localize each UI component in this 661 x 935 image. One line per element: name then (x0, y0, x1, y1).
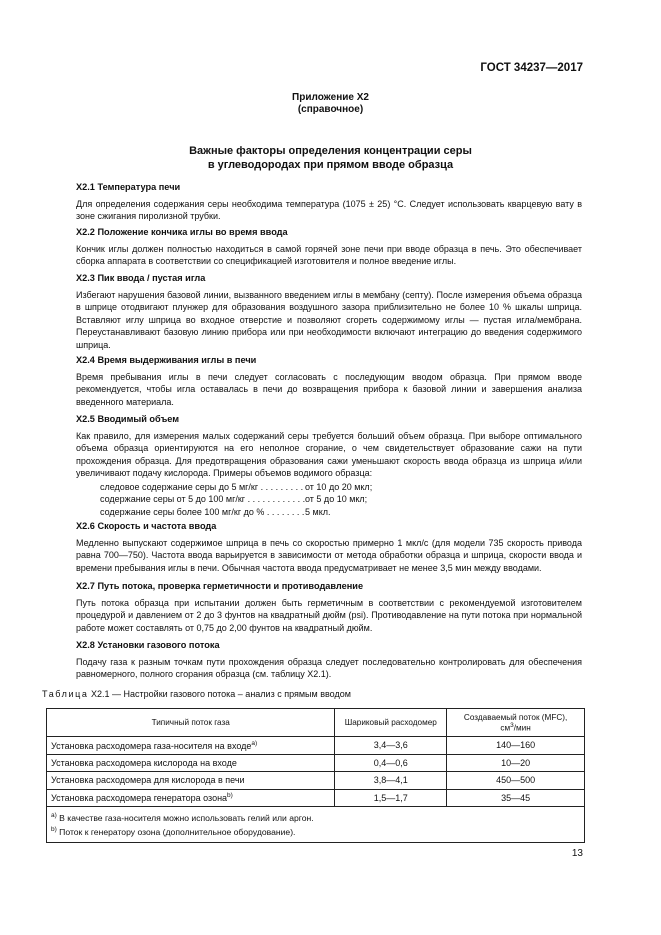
header-mfc-unit: см (500, 723, 511, 733)
row-gas-name (47, 754, 335, 772)
row-gas-name (47, 737, 335, 755)
row-gas-name (47, 789, 335, 807)
footnote-mark: а) (51, 812, 57, 819)
section-heading: Х2.4 Время выдерживания иглы в печи (76, 355, 257, 365)
row-flow-value: 35—45 (447, 789, 585, 807)
header-ball-flowmeter: Шариковый расходомер (335, 709, 447, 737)
volume-value: от 10 до 20 мкл; (305, 481, 373, 492)
section-heading: Х2.5 Вводимый объем (76, 414, 180, 424)
table-row (47, 789, 585, 807)
section-heading: Х2.8 Установки газового потока (76, 640, 220, 650)
section-text: Путь потока образца при испытании должен быть герметичным в соответствии с рекомендуемой изготовителем процедурой и давлением от 2 до 3 фунтов на квадратный дюйм (psi). Противодавление на пути потока при нормальной работе может составлять от 0,75 до 2,00 фунтов на квадратный дюйм. (76, 597, 582, 633)
footnote (51, 810, 580, 824)
section-heading: Х2.3 Пик ввода / пустая игла (76, 273, 206, 283)
footnote-text: Поток к генератору озона (дополнительное оборудование). (59, 826, 296, 837)
row-gas-label: Установка расходомера кислорода на входе (51, 757, 237, 768)
annex-title: Приложение Х2 (292, 92, 369, 103)
section-text: Для определения содержания серы необходима температура (1075 ± 25) °С. Следует использовать кварцевую вату в зоне сжигания пиролизной трубки. (76, 198, 582, 222)
main-title-line1: Важные факторы определения концентрации серы (189, 145, 472, 157)
section-text: Кончик иглы должен полностью находиться в самой горячей зоне печи при вводе образца в печь. Это обеспечивает сборка аппарата в соответствии со спецификацией изготовителя и полное введение иглы. (76, 243, 582, 267)
header-gas-flow: Типичный поток газа (47, 709, 335, 737)
section-text: Время пребывания иглы в печи следует согласовать с последующим вводом образца. При прямом вводе рекомендуется, чтобы игла оставалась в печи до возвращения прибора к базовой линии и завершения анализа введенного материала. (76, 371, 582, 407)
section-x2-8 (76, 639, 582, 681)
volume-label: содержание серы более 100 мг/кг до % . . . (100, 506, 305, 518)
volume-value: от 5 до 10 мкл; (305, 494, 368, 505)
row-flow-value: 140—160 (447, 737, 585, 755)
volume-label: содержание серы от 5 до 100 мг/кг . . . (100, 493, 305, 505)
row-footnote-mark: b) (227, 792, 233, 800)
volume-item (100, 506, 582, 518)
section-x2-7 (76, 580, 582, 634)
footnote (51, 824, 580, 838)
section-x2-1 (76, 181, 582, 223)
footnote-text: В качестве газа-носителя можно использовать гелий или аргон. (59, 812, 314, 823)
page-number: 13 (571, 848, 583, 859)
row-flow-value: 450—500 (447, 772, 585, 790)
table-caption-word: Таблица (42, 689, 89, 699)
header-mfc-line1: Создаваемый поток (MFC), (463, 712, 568, 722)
table-footnotes-row (47, 807, 585, 843)
table-header-row (47, 709, 585, 737)
section-x2-2 (76, 226, 582, 268)
section-text: Подачу газа к разным точкам пути прохождения образца следует последовательно контролировать для обеспечения равномерного, полного сгорания образца (см. таблицу Х2.1). (76, 656, 582, 680)
table-footnotes (47, 807, 585, 843)
section-heading: Х2.1 Температура печи (76, 182, 181, 192)
row-gas-label: Установка расходомера генератора озона (51, 793, 228, 804)
volume-item (100, 493, 582, 505)
row-ball-value: 1,5—1,7 (335, 789, 447, 807)
section-heading: Х2.2 Положение кончика иглы во время ввода (76, 227, 288, 237)
section-heading: Х2.7 Путь потока, проверка герметичности и противодавление (76, 581, 364, 591)
row-ball-value: 3,8—4,1 (335, 772, 447, 790)
section-text: Как правило, для измерения малых содержаний серы требуется больший объем образца. При выборе оптимального объема образца ориентируются на его неполное сгорание, о чем свидетельствует образование сажи на пути прохождения образца. Для предотвращения образования сажи уменьшают скорость ввода образца из шприца и/или увеличивают подачу кислорода. Примеры объемов водимого образца: (76, 430, 582, 479)
main-title-line2: в углеводородах при прямом вводе образца (207, 159, 454, 171)
volume-label: следовое содержание серы до 5 мг/кг . . . (100, 481, 305, 493)
table-row (47, 754, 585, 772)
section-text: Избегают нарушения базовой линии, вызванного введением иглы в мембану (септу). После измерения объема образца в шприце отодвигают плунжер для образования воздушного зазора приблизительно не более 10 % шкалы шприца. Вставляют иглу шприца во входное отверстие и позволяют сгореть содержимому иглы — пустая игла/мембрана. Переустанавливают базовую линию прибора или при необходимости включают интеграцию до введения содержимого шприца. (76, 289, 582, 350)
volume-list (76, 481, 582, 518)
gas-flow-table (46, 708, 585, 843)
section-x2-4 (76, 354, 582, 408)
volume-item (100, 481, 582, 493)
row-gas-label: Установка расходомера газа-носителя на входе (51, 740, 252, 751)
footnote-mark: b) (51, 825, 57, 833)
section-x2-6 (76, 520, 582, 574)
document-code: ГОСТ 34237—2017 (480, 62, 583, 74)
annex-subtitle: (справочное) (297, 104, 364, 115)
row-flow-value: 10—20 (447, 754, 585, 772)
header-mfc-flow (447, 709, 585, 737)
header-mfc-sup: 3 (510, 721, 514, 729)
row-gas-label: Установка расходомера для кислорода в печи (51, 775, 245, 786)
table-row (47, 737, 585, 755)
table-row (47, 772, 585, 790)
row-footnote-mark: а) (251, 739, 258, 747)
row-gas-name (47, 772, 335, 790)
table-caption-text: Х2.1 — Настройки газового потока – анализ с прямым вводом (91, 689, 351, 699)
section-text: Медленно выпускают содержимое шприца в печь со скоростью примерно 1 мкл/с (для модели 735 скорость привода равна 700—750). Частота ввода варьируется в зависимости от метода обработки образца и шприца, скорости ввода и времени пребывания иглы в печи. Обычная частота ввода предусматривает не менее 3,5 мин между вводами. (76, 537, 582, 573)
volume-value: 5 мкл. (305, 506, 331, 517)
section-x2-3 (76, 272, 582, 352)
header-mfc-after: /мин (513, 723, 531, 733)
section-heading: Х2.6 Скорость и частота ввода (76, 521, 217, 531)
section-x2-5 (76, 413, 582, 518)
row-ball-value: 3,4—3,6 (335, 737, 447, 755)
table-caption (42, 689, 351, 699)
row-ball-value: 0,4—0,6 (335, 754, 447, 772)
